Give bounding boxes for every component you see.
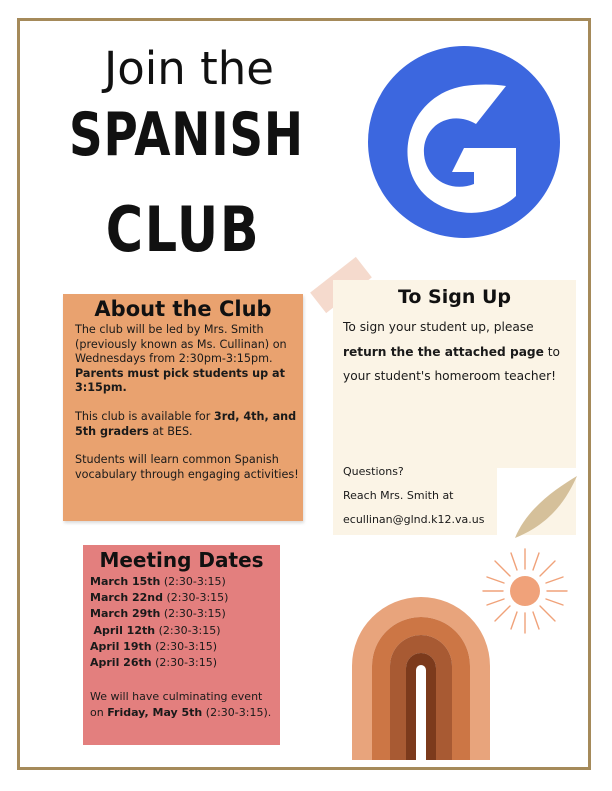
date-time: (2:30-3:15) <box>163 575 226 588</box>
title-club: CLUB <box>105 193 261 266</box>
about-club-card <box>63 294 303 521</box>
culminating-event-note <box>90 689 275 720</box>
about-text-3: Students will learn common Spanish vocabulary through engaging activities! <box>75 453 299 481</box>
signup-text-a: To sign your student up, please <box>343 320 534 334</box>
page-curl-decoration <box>497 468 577 538</box>
meeting-date-item <box>90 606 275 622</box>
meeting-date-item <box>90 639 275 655</box>
date-day: April 12th <box>93 623 156 637</box>
meeting-date-item <box>90 574 275 590</box>
signup-body <box>343 315 573 389</box>
date-time: (2:30-3:15) <box>163 607 226 621</box>
about-text-2c: at BES. <box>152 424 193 438</box>
date-time: (2:30-3:15) <box>158 623 221 637</box>
date-day: April 26th <box>90 656 152 670</box>
contact-email[interactable]: ecullinan@glnd.k12.va.us <box>343 513 485 526</box>
signup-text-c: to your student's homeroom teacher! <box>343 344 561 383</box>
signup-heading: To Sign Up <box>397 286 512 308</box>
meeting-date-item <box>90 623 275 639</box>
title-spanish: SPANISH <box>69 100 304 170</box>
about-text-1: The club will be led by Mrs. Smith (previously known as Ms. Cullinan) on Wednesdays from 2:30pm-3:15pm. <box>75 323 287 366</box>
about-body <box>75 323 301 496</box>
about-text-grades: 3rd, 4th, and 5th graders <box>75 409 297 438</box>
date-day: April 19th <box>90 639 152 653</box>
note-text-c: (2:30-3:15). <box>205 705 272 719</box>
rainbow-icon <box>348 590 494 760</box>
date-time: (2:30-3:15) <box>155 639 218 653</box>
date-day: March 29th <box>90 607 161 621</box>
note-text-a: We will have culminating event on <box>90 690 263 719</box>
title-join-the: Join the <box>104 42 274 95</box>
note-event-date: Friday, May 5th <box>107 705 203 719</box>
meeting-dates-card <box>83 545 280 745</box>
date-day: March 15th <box>90 575 161 588</box>
questions-label: Questions? <box>343 465 404 478</box>
meeting-date-item <box>90 590 275 606</box>
signup-text-return: return the the attached page <box>343 344 544 359</box>
meeting-heading: Meeting Dates <box>99 548 264 572</box>
about-text-pickup: Parents must pick students up at 3:15pm. <box>75 366 285 395</box>
meeting-dates-list <box>90 574 275 671</box>
g-logo-icon <box>356 44 572 240</box>
reach-label: Reach Mrs. Smith at <box>343 489 454 502</box>
meeting-date-item <box>90 655 275 671</box>
date-time: (2:30-3:15) <box>166 591 229 605</box>
about-heading: About the Club <box>94 297 272 321</box>
date-day: March 22nd <box>90 591 163 605</box>
about-text-2a: This club is available for <box>75 409 211 423</box>
date-time: (2:30-3:15) <box>155 656 218 670</box>
